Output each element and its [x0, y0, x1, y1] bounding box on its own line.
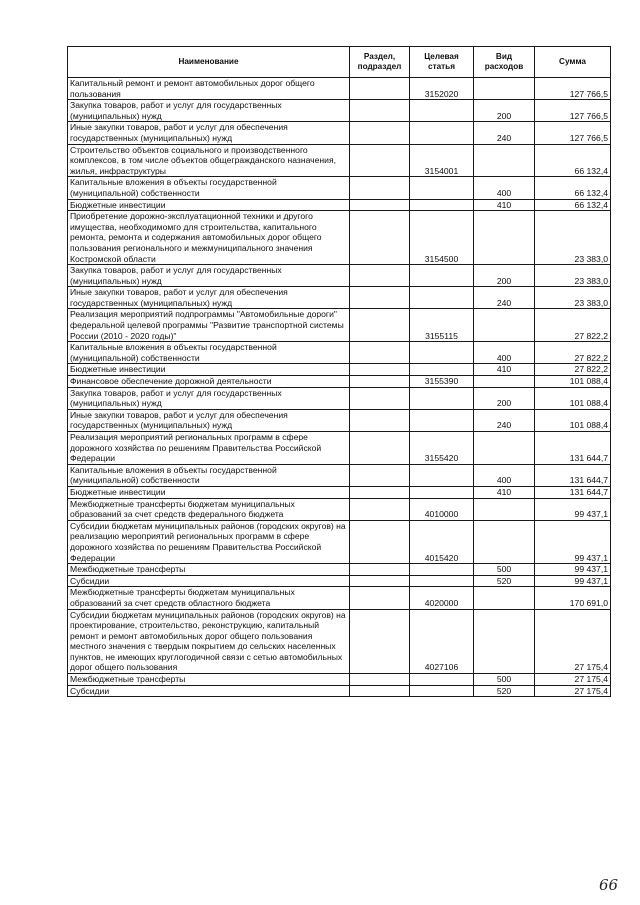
row-type	[474, 498, 535, 520]
row-section	[350, 144, 410, 177]
row-type	[474, 144, 535, 177]
row-type: 410	[474, 364, 535, 376]
row-name: Приобретение дорожно-эксплуатационной техники и другого имущества, необходимомго для строительства, капитального ремонта, ремонта и содержания автомобильных дорог общего пользования регионального и межмуниципального значения Костромской области	[68, 211, 350, 265]
row-sum: 99 437,1	[535, 520, 611, 563]
table-row	[68, 575, 611, 587]
row-name: Строительство объектов социального и производственного комплексов, в том числе объектов общегражданского назначения, жилья, инфраструктуры	[68, 144, 350, 177]
row-name: Субсидии	[68, 575, 350, 587]
table-row	[68, 342, 611, 364]
row-name: Межбюджетные трансферты бюджетам муниципальных образований за счет средств федерального бюджета	[68, 498, 350, 520]
row-section	[350, 498, 410, 520]
table-row	[68, 364, 611, 376]
row-target	[410, 486, 474, 498]
table-row	[68, 609, 611, 674]
row-section	[350, 587, 410, 609]
row-section	[350, 464, 410, 486]
row-type: 200	[474, 265, 535, 287]
row-type	[474, 520, 535, 563]
row-section	[350, 674, 410, 686]
row-sum: 23 383,0	[535, 265, 611, 287]
row-sum: 127 766,5	[535, 100, 611, 122]
row-section	[350, 376, 410, 388]
row-type: 410	[474, 199, 535, 211]
row-sum: 101 088,4	[535, 409, 611, 431]
row-sum: 27 175,4	[535, 609, 611, 674]
budget-table-container	[67, 46, 610, 697]
row-type	[474, 609, 535, 674]
row-type: 240	[474, 122, 535, 144]
row-target	[410, 464, 474, 486]
row-type	[474, 78, 535, 100]
table-row	[68, 199, 611, 211]
row-name: Субсидии бюджетам муниципальных районов (городских округов) на проектирование, строительство, реконструкцию, капитальный ремонт и ремонт автомобильных дорог общего пользования местного значения с твердым покрытием до сельских населенных пунктов, не имеющих круглогодичной связи с сетью автомобильных дорог общего пользования	[68, 609, 350, 674]
row-target: 3154500	[410, 211, 474, 265]
row-section	[350, 575, 410, 587]
row-sum: 66 132,4	[535, 177, 611, 199]
table-row	[68, 486, 611, 498]
row-section	[350, 265, 410, 287]
row-sum: 23 383,0	[535, 287, 611, 309]
row-section	[350, 78, 410, 100]
table-body	[68, 78, 611, 697]
row-name: Капитальные вложения в объекты государственной (муниципальной) собственности	[68, 464, 350, 486]
table-row	[68, 387, 611, 409]
row-name: Иные закупки товаров, работ и услуг для обеспечения государственных (муниципальных) нужд	[68, 287, 350, 309]
row-name: Закупка товаров, работ и услуг для государственных (муниципальных) нужд	[68, 387, 350, 409]
row-sum: 27 175,4	[535, 674, 611, 686]
row-sum: 99 437,1	[535, 575, 611, 587]
row-section	[350, 199, 410, 211]
row-name: Субсидии бюджетам муниципальных районов (городских округов) на реализацию мероприятий региональных программ в сфере дорожного хозяйства по решениям Правительства Российской Федерации	[68, 520, 350, 563]
header-sum: Сумма	[535, 47, 611, 78]
row-target	[410, 287, 474, 309]
row-target	[410, 409, 474, 431]
row-name: Финансовое обеспечение дорожной деятельности	[68, 376, 350, 388]
table-row	[68, 309, 611, 342]
table-row	[68, 564, 611, 576]
row-sum: 27 822,2	[535, 364, 611, 376]
row-target	[410, 674, 474, 686]
row-section	[350, 342, 410, 364]
row-sum: 66 132,4	[535, 199, 611, 211]
header-name: Наименование	[68, 47, 350, 78]
row-section	[350, 177, 410, 199]
row-sum: 170 691,0	[535, 587, 611, 609]
row-target: 3155420	[410, 432, 474, 465]
row-target: 3155390	[410, 376, 474, 388]
row-sum: 99 437,1	[535, 498, 611, 520]
table-row	[68, 674, 611, 686]
row-section	[350, 309, 410, 342]
row-name: Капитальные вложения в объекты государственной (муниципальной) собственности	[68, 177, 350, 199]
row-sum: 27 822,2	[535, 309, 611, 342]
row-target	[410, 265, 474, 287]
row-section	[350, 520, 410, 563]
table-row	[68, 211, 611, 265]
row-section	[350, 364, 410, 376]
row-name: Реализация мероприятий региональных программ в сфере дорожного хозяйства по решениям Правительства Российской Федерации	[68, 432, 350, 465]
row-target	[410, 387, 474, 409]
header-type: Вид расходов	[474, 47, 535, 78]
row-target	[410, 685, 474, 697]
row-section	[350, 564, 410, 576]
row-target: 4020000	[410, 587, 474, 609]
row-name: Капитальный ремонт и ремонт автомобильных дорог общего пользования	[68, 78, 350, 100]
table-row	[68, 144, 611, 177]
row-target	[410, 199, 474, 211]
row-sum: 23 383,0	[535, 211, 611, 265]
table-row	[68, 287, 611, 309]
row-type	[474, 587, 535, 609]
row-target: 3155115	[410, 309, 474, 342]
table-row	[68, 587, 611, 609]
row-target	[410, 177, 474, 199]
row-type: 410	[474, 486, 535, 498]
row-name: Бюджетные инвестиции	[68, 364, 350, 376]
row-type: 200	[474, 100, 535, 122]
table-row	[68, 464, 611, 486]
table-row	[68, 265, 611, 287]
row-target	[410, 364, 474, 376]
row-name: Иные закупки товаров, работ и услуг для обеспечения государственных (муниципальных) нужд	[68, 122, 350, 144]
row-sum: 27 822,2	[535, 342, 611, 364]
row-sum: 101 088,4	[535, 376, 611, 388]
row-section	[350, 486, 410, 498]
table-row	[68, 376, 611, 388]
row-target	[410, 100, 474, 122]
row-type: 500	[474, 564, 535, 576]
row-section	[350, 100, 410, 122]
table-row	[68, 498, 611, 520]
row-section	[350, 409, 410, 431]
row-section	[350, 387, 410, 409]
row-sum: 131 644,7	[535, 432, 611, 465]
row-name: Межбюджетные трансферты	[68, 674, 350, 686]
row-type: 500	[474, 674, 535, 686]
row-section	[350, 685, 410, 697]
row-sum: 99 437,1	[535, 564, 611, 576]
row-section	[350, 432, 410, 465]
row-name: Закупка товаров, работ и услуг для государственных (муниципальных) нужд	[68, 100, 350, 122]
row-type: 240	[474, 409, 535, 431]
row-type	[474, 211, 535, 265]
row-target: 4027106	[410, 609, 474, 674]
row-type: 400	[474, 464, 535, 486]
row-type: 400	[474, 342, 535, 364]
row-target: 3152020	[410, 78, 474, 100]
row-name: Капитальные вложения в объекты государственной (муниципальной) собственности	[68, 342, 350, 364]
row-sum: 131 644,7	[535, 464, 611, 486]
row-target: 3154001	[410, 144, 474, 177]
row-sum: 127 766,5	[535, 122, 611, 144]
row-target	[410, 564, 474, 576]
table-row	[68, 432, 611, 465]
header-section: Раздел, подраздел	[350, 47, 410, 78]
row-name: Бюджетные инвестиции	[68, 486, 350, 498]
row-target	[410, 342, 474, 364]
row-name: Бюджетные инвестиции	[68, 199, 350, 211]
page-number: 66	[599, 876, 619, 894]
row-section	[350, 287, 410, 309]
row-section	[350, 122, 410, 144]
row-section	[350, 211, 410, 265]
row-target	[410, 575, 474, 587]
row-name: Субсидии	[68, 685, 350, 697]
row-sum: 27 175,4	[535, 685, 611, 697]
row-type: 520	[474, 685, 535, 697]
table-row	[68, 100, 611, 122]
table-row	[68, 122, 611, 144]
row-type: 240	[474, 287, 535, 309]
table-row	[68, 685, 611, 697]
row-type: 520	[474, 575, 535, 587]
row-name: Межбюджетные трансферты	[68, 564, 350, 576]
row-type	[474, 432, 535, 465]
row-name: Закупка товаров, работ и услуг для государственных (муниципальных) нужд	[68, 265, 350, 287]
row-type: 200	[474, 387, 535, 409]
row-name: Межбюджетные трансферты бюджетам муниципальных образований за счет средств областного бюджета	[68, 587, 350, 609]
row-name: Иные закупки товаров, работ и услуг для обеспечения государственных (муниципальных) нужд	[68, 409, 350, 431]
table-header-row	[68, 47, 611, 78]
table-row	[68, 78, 611, 100]
table-row	[68, 177, 611, 199]
row-section	[350, 609, 410, 674]
row-type: 400	[474, 177, 535, 199]
row-sum: 101 088,4	[535, 387, 611, 409]
row-type	[474, 309, 535, 342]
table-row	[68, 409, 611, 431]
row-target: 4015420	[410, 520, 474, 563]
budget-table	[67, 46, 611, 697]
row-sum: 131 644,7	[535, 486, 611, 498]
row-sum: 66 132,4	[535, 144, 611, 177]
row-target: 4010000	[410, 498, 474, 520]
row-type	[474, 376, 535, 388]
table-row	[68, 520, 611, 563]
row-name: Реализация мероприятий подпрограммы "Автомобильные дороги" федеральной целевой программы "Развитие транспортной системы России (2010 - 2020 годы)"	[68, 309, 350, 342]
header-target: Целевая статья	[410, 47, 474, 78]
row-target	[410, 122, 474, 144]
row-sum: 127 766,5	[535, 78, 611, 100]
